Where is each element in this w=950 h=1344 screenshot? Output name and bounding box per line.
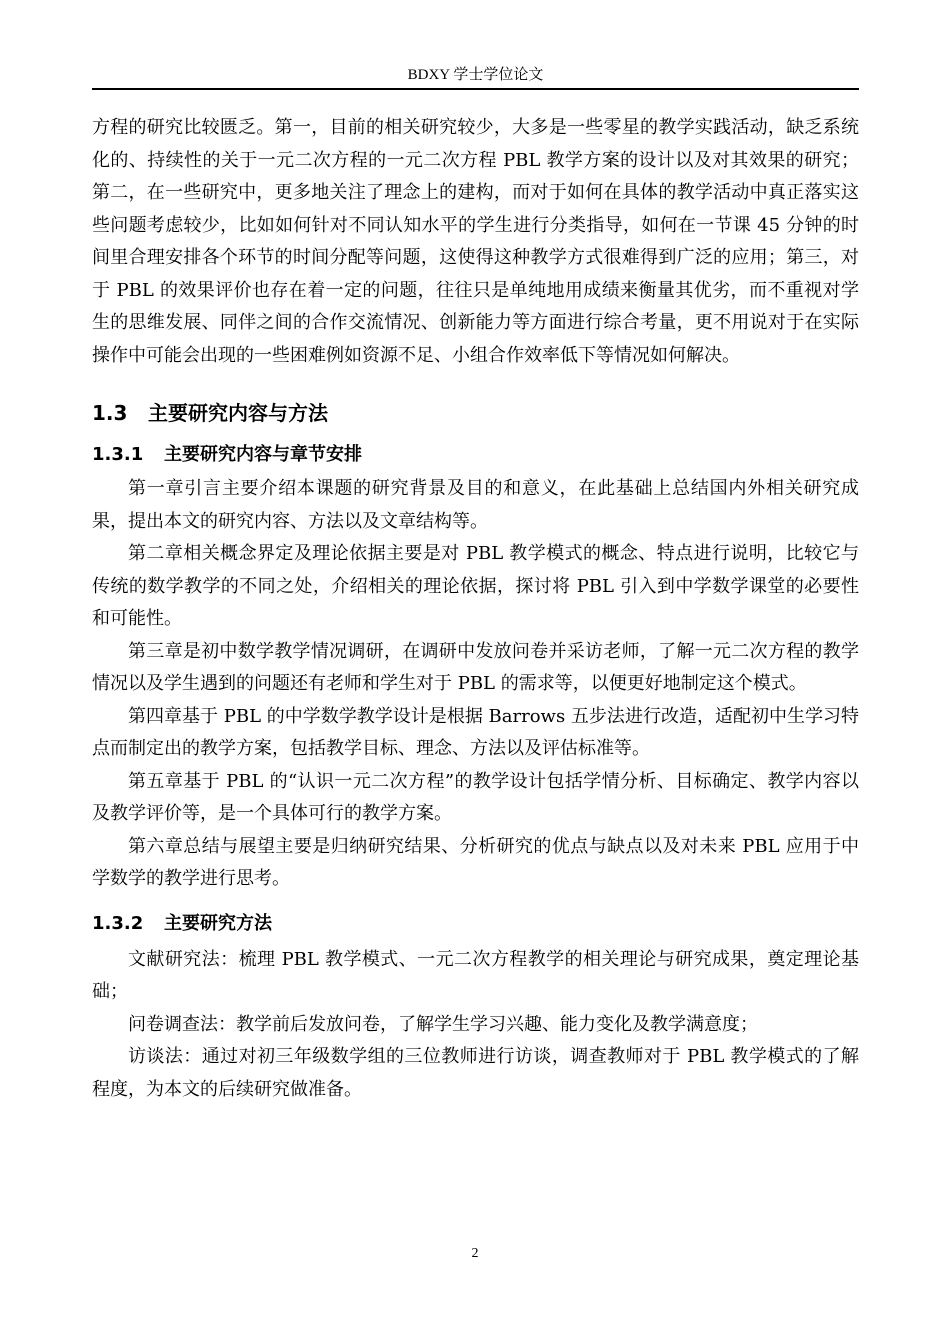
section-title: 主要研究内容与方法 <box>148 401 328 425</box>
page-number: 2 <box>471 1246 479 1261</box>
interview-method-paragraph: 访谈法：通过对初三年级数学组的三位教师进行访谈，调查教师对于 PBL 教学模式的了解程度，为本文的后续研究做准备。 <box>92 1046 859 1100</box>
chapter-3-paragraph: 第三章是初中数学教学情况调研，在调研中发放问卷并采访老师，了解一元二次方程的教学情况以及学生遇到的问题还有老师和学生对于 PBL 的需求等，以便更好地制定这个模式。 <box>92 640 859 694</box>
header-rule <box>92 88 859 90</box>
page-body <box>92 112 859 1106</box>
body-paragraph: 方程的研究比较匮乏。第一，目前的相关研究较少，大多是一些零星的教学实践活动，缺乏系统化的、持续性的关于一元二次方程的一元二次方程 PBL 教学方案的设计以及对其效果的研究；第二，在一些研究中，更多地关注了理念上的建构，而对于如何在具体的教学活动中真正落实这些问题考虑较少，比如如何针对不同认知水平的学生进行分类指导，如何在一节课 45 分钟的时间里合理安排各个环节的时间分配等问题，这使得这种教学方式很难得到广泛的应用；第三，对于 PBL 的效果评价也存在着一定的问题，往往只是单纯地用成绩来衡量其优劣，而不重视对学生的思维发展、同伴之间的合作交流情况、创新能力等方面进行综合考量，更不用说对于在实际操作中可能会出现的一些困难例如资源不足、小组合作效率低下等情况如何解决。 <box>92 117 859 366</box>
chapter-2-paragraph: 第二章相关概念界定及理论依据主要是对 PBL 教学模式的概念、特点进行说明，比较它与传统的数学教学的不同之处，介绍相关的理论依据，探讨将 PBL 引入到中学数学课堂的必要性和可能性。 <box>92 543 859 629</box>
chapter-4-paragraph: 第四章基于 PBL 的中学数学教学设计是根据 Barrows 五步法进行改造，适配初中生学习特点而制定出的教学方案，包括教学目标、理念、方法以及评估标准等。 <box>92 705 859 759</box>
literature-method-paragraph: 文献研究法：梳理 PBL 教学模式、一元二次方程教学的相关理论与研究成果，奠定理论基础； <box>92 948 859 1002</box>
section-heading-1-3 <box>92 397 859 429</box>
chapter-6-paragraph: 第六章总结与展望主要是归纳研究结果、分析研究的优点与缺点以及对未来 PBL 应用于中学数学的教学进行思考。 <box>92 835 859 889</box>
chapter-1-paragraph: 第一章引言主要介绍本课题的研究背景及目的和意义，在此基础上总结国内外相关研究成果，提出本文的研究内容、方法以及文章结构等。 <box>92 478 859 532</box>
chapter-5-paragraph: 第五章基于 PBL 的“认识一元二次方程”的教学设计包括学情分析、目标确定、教学内容以及教学评价等，是一个具体可行的教学方案。 <box>92 770 859 824</box>
section-number: 1.3 <box>92 401 128 425</box>
subsection-heading-1-3-1 <box>92 439 859 471</box>
survey-method-paragraph: 问卷调查法：教学前后发放问卷，了解学生学习兴趣、能力变化及教学满意度； <box>128 1013 758 1035</box>
subsection-title: 主要研究方法 <box>164 912 272 934</box>
subsection-number: 1.3.1 <box>92 444 144 465</box>
running-header: BDXY 学士学位论文 <box>407 67 544 83</box>
subsection-title: 主要研究内容与章节安排 <box>164 444 362 465</box>
subsection-heading-1-3-2 <box>92 908 859 940</box>
subsection-number: 1.3.2 <box>92 912 144 934</box>
